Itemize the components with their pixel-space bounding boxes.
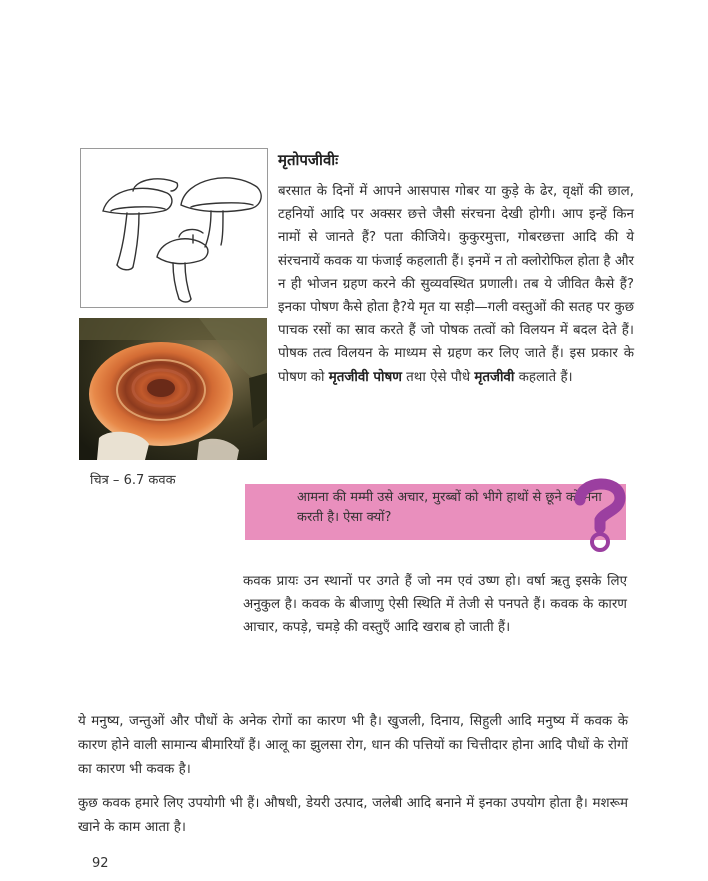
para1-text-c: कहलाते हैं। — [518, 369, 573, 385]
paragraph-saprophytes — [278, 180, 634, 389]
bracket-fungus-photo — [79, 318, 267, 460]
para1-text-a: बरसात के दिनों में आपने आसपास गोबर या कुड़े के ढेर, वृक्षों की छाल, टहनियों आदि पर अक्सर छत्ते जैसी संरचना देखी होगी। आप इन्हें किन नामों से जानते हैं? पता कीजिये। कुकुरमुत्ता, गोबरछत्ता आदि की ये संरचनायें कवक या फंजाई कहलाती हैं। इनमें न तो क्लोरोफिल होता है और न ही भोजन ग्रहण करने की सुव्यवस्थित प्रणाली। तब ये जीवित कैसे हैं? इनका पोषण कैसे होता है?ये मृत या सड़ी—गली वस्तुओं की सतह पर कुछ पाचक रसों का स्राव करते हैं जो पोषक तत्वों को विलयन में बदल देते हैं। पोषक तत्व विलयन के माध्यम से ग्रहण कर लिए जाते हैं। इस प्रकार के पोषण को — [278, 184, 634, 385]
paragraph-fungi-diseases: ये मनुष्य, जन्तुओं और पौधों के अनेक रोगों का कारण भी है। खुजली, दिनाय, सिहुली आदि मनुष्य में कवक के कारण होने वाली सामान्य बीमारियाँ हैं। आलू का झुलसा रोग, धान की पत्तियों का चित्तीदार होना आदि पौधों के रोगों का कारण भी कवक है। — [78, 714, 628, 777]
question-mark-icon — [570, 474, 630, 554]
para1-bold-term-1: मृतजीवी पोषण — [328, 369, 402, 385]
para1-bold-term-2: मृतजीवी — [474, 369, 515, 385]
question-box — [245, 484, 626, 540]
mushroom-sketch-image — [81, 149, 267, 307]
page-number: 92 — [92, 856, 109, 871]
paragraph-fungi-uses: कुछ कवक हमारे लिए उपयोगी भी हैं। औषधी, डेयरी उत्पाद, जलेबी आदि बनाने में इनका उपयोग होता है। मशरूम खाने के काम आता है। — [78, 796, 628, 835]
section-heading: मृतोपजीवीः — [278, 151, 339, 169]
question-text: आमना की मम्मी उसे अचार, मुरब्बों को भीगे हाथों से छूने को मना करती है। ऐसा क्यों? — [297, 490, 602, 525]
figure-caption: चित्र – 6.7 कवक — [90, 473, 176, 488]
paragraph-fungi-habitat: कवक प्रायः उन स्थानों पर उगते हैं जो नम एवं उष्ण हो। वर्षा ऋतु इसके लिए अनुकुल है। कवक के बीजाणु ऐसी स्थिति में तेजी से पनपते हैं। कवक के कारण आचार, कपड़े, चमड़े की वस्तुएँ आदि खराब हो जाती हैं। — [243, 574, 627, 635]
bracket-fungus-image — [79, 318, 267, 460]
mushroom-sketch-figure — [80, 148, 268, 308]
para1-text-b: तथा ऐसे पौधे — [406, 369, 471, 385]
